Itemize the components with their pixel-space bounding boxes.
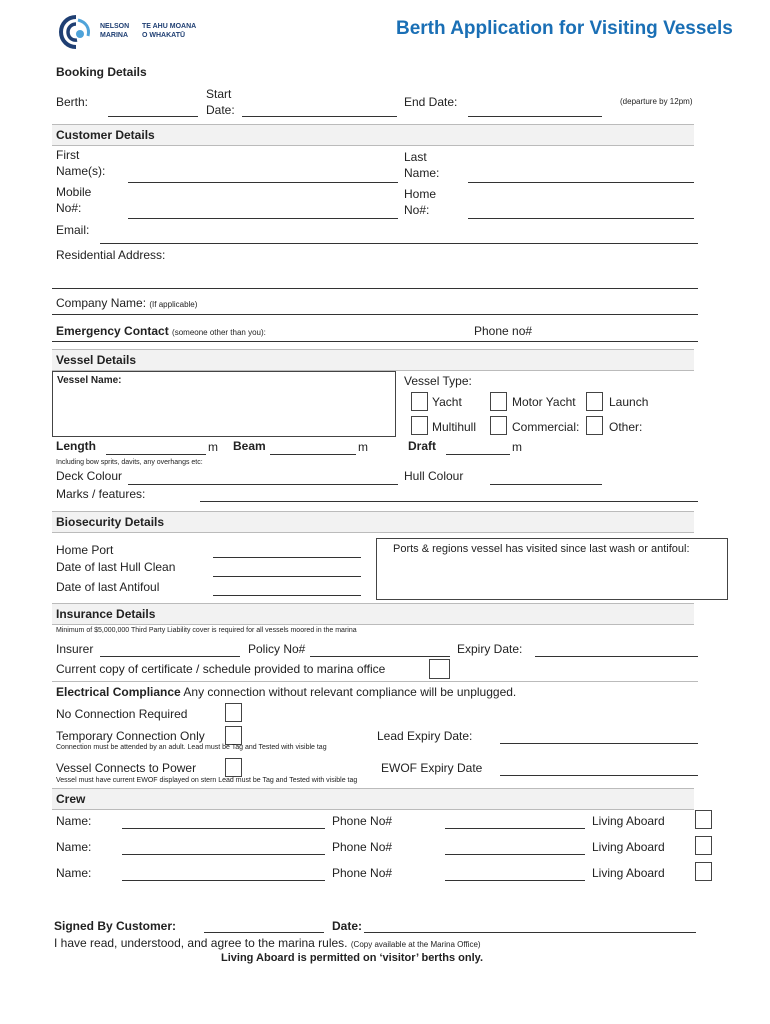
logo bbox=[58, 14, 208, 52]
company-label bbox=[56, 296, 197, 310]
vessel-type-label: Vessel Type: bbox=[404, 374, 472, 388]
lead-expiry-field[interactable] bbox=[500, 743, 698, 744]
hull-clean-field[interactable] bbox=[213, 576, 361, 577]
hull-clean-label: Date of last Hull Clean bbox=[56, 560, 176, 574]
biosecurity-section-header bbox=[52, 511, 694, 533]
length-unit: m bbox=[208, 440, 218, 454]
crew-living-aboard-label: Living Aboard bbox=[592, 866, 665, 880]
power-label: Vessel Connects to Power bbox=[56, 761, 197, 775]
emergency-label-text: Emergency Contact bbox=[56, 324, 169, 338]
insurance-heading: Insurance Details bbox=[56, 607, 156, 621]
crew-living-aboard-checkbox[interactable] bbox=[695, 810, 712, 829]
vessel-heading: Vessel Details bbox=[56, 353, 137, 367]
length-note: Including bow sprits, davits, any overhangs etc: bbox=[56, 459, 203, 466]
crew-phone-label: Phone No# bbox=[332, 866, 393, 880]
mobile-field[interactable] bbox=[128, 218, 398, 219]
footer-date-label: Date: bbox=[332, 919, 363, 933]
company-note: (If applicable) bbox=[149, 300, 198, 309]
berth-field[interactable] bbox=[108, 116, 198, 117]
beam-field[interactable] bbox=[270, 454, 356, 455]
commercial-checkbox[interactable] bbox=[490, 416, 507, 435]
agreement-text bbox=[54, 936, 481, 950]
home-port-field[interactable] bbox=[213, 557, 361, 558]
start-date-field[interactable] bbox=[242, 116, 397, 117]
power-note: Vessel must have current EWOF displayed on stern Lead must be Tag and Tested with visible tag bbox=[56, 777, 358, 784]
home-phone-label-1: Home bbox=[404, 187, 437, 201]
policy-label: Policy No# bbox=[248, 642, 306, 656]
home-phone-label-2: No#: bbox=[404, 203, 430, 217]
signed-label: Signed By Customer: bbox=[54, 919, 177, 933]
temp-connection-checkbox[interactable] bbox=[225, 726, 242, 745]
deck-colour-label: Deck Colour bbox=[56, 469, 123, 483]
crew-living-aboard-label: Living Aboard bbox=[592, 840, 665, 854]
start-date-label-2: Date: bbox=[206, 103, 235, 117]
insurance-section-header bbox=[52, 603, 694, 625]
draft-field[interactable] bbox=[446, 454, 510, 455]
crew-name-label: Name: bbox=[56, 866, 92, 880]
hull-colour-label: Hull Colour bbox=[404, 469, 464, 483]
company-field[interactable] bbox=[52, 314, 698, 315]
lead-expiry-label: Lead Expiry Date: bbox=[377, 729, 473, 743]
ewof-expiry-label: EWOF Expiry Date bbox=[381, 761, 483, 775]
electrical-heading-row bbox=[56, 685, 516, 699]
length-field[interactable] bbox=[106, 454, 206, 455]
multihull-label: Multihull bbox=[432, 420, 477, 434]
departure-note: (departure by 12pm) bbox=[620, 97, 693, 106]
ports-visited-field[interactable] bbox=[376, 538, 728, 600]
beam-label: Beam bbox=[233, 439, 266, 453]
first-name-label-2: Name(s): bbox=[56, 164, 106, 178]
home-phone-field[interactable] bbox=[468, 218, 694, 219]
berth-label: Berth: bbox=[56, 95, 89, 109]
logo-text-nelson: NELSON bbox=[100, 23, 130, 30]
emergency-phone-label: Phone no# bbox=[474, 324, 533, 338]
commercial-label: Commercial: bbox=[512, 420, 580, 434]
first-name-field[interactable] bbox=[128, 182, 398, 183]
last-name-label-2: Name: bbox=[404, 166, 440, 180]
no-connection-label: No Connection Required bbox=[56, 707, 188, 721]
crew-living-aboard-checkbox[interactable] bbox=[695, 862, 712, 881]
customer-section-header bbox=[52, 124, 694, 146]
marks-label: Marks / features: bbox=[56, 487, 146, 501]
insurer-label: Insurer bbox=[56, 642, 94, 656]
booking-heading: Booking Details bbox=[56, 65, 147, 79]
start-date-label-1: Start bbox=[206, 87, 232, 101]
antifoul-label: Date of last Antifoul bbox=[56, 580, 160, 594]
multihull-checkbox[interactable] bbox=[411, 416, 428, 435]
beam-unit: m bbox=[358, 440, 368, 454]
certificate-label: Current copy of certificate / schedule provided to marina office bbox=[56, 662, 386, 676]
motor-yacht-label: Motor Yacht bbox=[512, 395, 576, 409]
other-checkbox[interactable] bbox=[586, 416, 603, 435]
launch-checkbox[interactable] bbox=[586, 392, 603, 411]
hull-colour-field[interactable] bbox=[490, 484, 602, 485]
motor-yacht-checkbox[interactable] bbox=[490, 392, 507, 411]
agreement-statement: I have read, understood, and agree to the marina rules. bbox=[54, 936, 348, 950]
address-label: Residential Address: bbox=[56, 248, 166, 262]
crew-name-field[interactable] bbox=[122, 880, 325, 881]
page-title: Berth Application for Visiting Vessels bbox=[396, 18, 733, 39]
temp-connection-label: Temporary Connection Only bbox=[56, 729, 205, 743]
crew-living-aboard-checkbox[interactable] bbox=[695, 836, 712, 855]
crew-name-label: Name: bbox=[56, 814, 92, 828]
insurer-field[interactable] bbox=[100, 656, 240, 657]
footer-date-field[interactable] bbox=[364, 932, 696, 933]
nelson-marina-logo-icon bbox=[58, 14, 94, 50]
logo-text-maori-2: O WHAKATŪ bbox=[142, 32, 186, 39]
yacht-checkbox[interactable] bbox=[411, 392, 428, 411]
crew-phone-field[interactable] bbox=[445, 828, 585, 829]
power-checkbox[interactable] bbox=[225, 758, 242, 777]
crew-heading: Crew bbox=[56, 792, 86, 806]
end-date-field[interactable] bbox=[468, 116, 602, 117]
end-date-label: End Date: bbox=[404, 95, 458, 109]
last-name-field[interactable] bbox=[468, 182, 694, 183]
living-aboard-notice: Living Aboard is permitted on ‘visitor’ berths only. bbox=[221, 952, 483, 964]
deck-colour-field[interactable] bbox=[128, 484, 398, 485]
signature-field[interactable] bbox=[204, 932, 324, 933]
policy-field[interactable] bbox=[310, 656, 450, 657]
other-label: Other: bbox=[609, 420, 643, 434]
emergency-note: (someone other than you): bbox=[172, 328, 266, 337]
electrical-divider bbox=[52, 681, 698, 682]
biosecurity-heading: Biosecurity Details bbox=[56, 515, 165, 529]
yacht-label: Yacht bbox=[432, 395, 462, 409]
first-name-label-1: First bbox=[56, 148, 80, 162]
draft-unit: m bbox=[512, 440, 522, 454]
crew-living-aboard-label: Living Aboard bbox=[592, 814, 665, 828]
home-port-label: Home Port bbox=[56, 543, 114, 557]
email-field[interactable] bbox=[100, 243, 698, 244]
crew-name-label: Name: bbox=[56, 840, 92, 854]
crew-phone-field[interactable] bbox=[445, 880, 585, 881]
electrical-note: Any connection without relevant compliance will be unplugged. bbox=[183, 685, 517, 699]
insurance-expiry-label: Expiry Date: bbox=[457, 642, 523, 656]
crew-name-field[interactable] bbox=[122, 854, 325, 855]
temp-connection-note: Connection must be attended by an adult. Lead must be Tag and Tested with visible tag bbox=[56, 744, 327, 751]
insurance-expiry-field[interactable] bbox=[535, 656, 698, 657]
vessel-name-label: Vessel Name: bbox=[57, 375, 122, 386]
emergency-field[interactable] bbox=[52, 341, 698, 342]
crew-phone-label: Phone No# bbox=[332, 840, 393, 854]
vessel-section-header bbox=[52, 349, 694, 371]
logo-text-marina: MARINA bbox=[100, 32, 128, 39]
insurance-minimum-note: Minimum of $5,000,000 Third Party Liability cover is required for all vessels moored in the marina bbox=[56, 627, 357, 634]
electrical-heading: Electrical Compliance bbox=[56, 685, 181, 699]
logo-text-maori-1: TE AHU MOANA bbox=[142, 23, 197, 30]
crew-phone-field[interactable] bbox=[445, 854, 585, 855]
email-label: Email: bbox=[56, 223, 90, 237]
antifoul-field[interactable] bbox=[213, 595, 361, 596]
crew-phone-label: Phone No# bbox=[332, 814, 393, 828]
last-name-label-1: Last bbox=[404, 150, 427, 164]
marks-field[interactable] bbox=[200, 501, 698, 502]
draft-label: Draft bbox=[408, 439, 437, 453]
mobile-label-2: No#: bbox=[56, 201, 82, 215]
ewof-expiry-field[interactable] bbox=[500, 775, 698, 776]
launch-label: Launch bbox=[609, 395, 649, 409]
customer-heading: Customer Details bbox=[56, 128, 155, 142]
crew-name-field[interactable] bbox=[122, 828, 325, 829]
no-connection-checkbox[interactable] bbox=[225, 703, 242, 722]
ports-visited-label: Ports & regions vessel has visited since last wash or antifoul: bbox=[393, 543, 690, 555]
vessel-name-field[interactable] bbox=[52, 371, 396, 437]
certificate-checkbox[interactable] bbox=[429, 659, 450, 679]
mobile-label-1: Mobile bbox=[56, 185, 92, 199]
crew-section-header bbox=[52, 788, 694, 810]
length-label: Length bbox=[56, 439, 96, 453]
address-field[interactable] bbox=[52, 288, 698, 289]
agreement-note: (Copy available at the Marina Office) bbox=[350, 940, 481, 949]
emergency-label bbox=[56, 324, 266, 338]
company-label-text: Company Name: bbox=[56, 296, 147, 310]
